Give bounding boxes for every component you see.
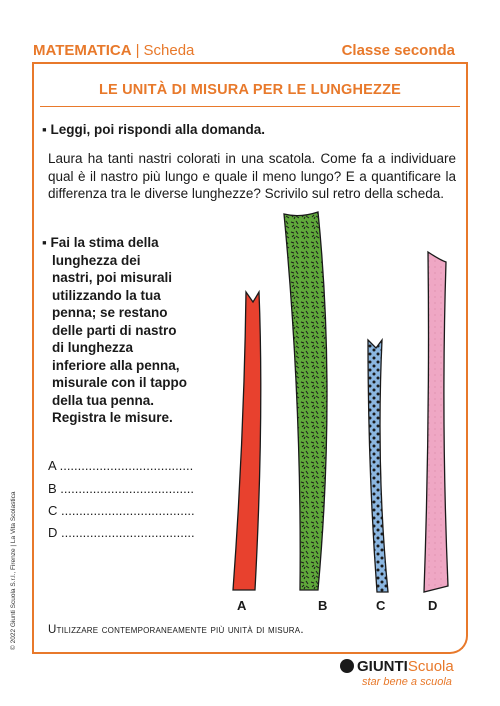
copyright-text: © 2022 Giunti Scuola S.r.l., Firenze | La Vita Scolastica xyxy=(10,491,17,650)
question-2-line: inferiore alla penna, xyxy=(52,357,180,373)
ribbon-d xyxy=(424,252,448,592)
class-label: Classe seconda xyxy=(341,42,455,59)
question-1: ▪ Leggi, poi rispondi alla domanda. xyxy=(42,122,266,137)
measure-blank[interactable]: ..................................... xyxy=(60,481,194,496)
ribbon-a xyxy=(233,292,261,590)
sheet-type: Scheda xyxy=(143,42,195,59)
ribbon-label-c: C xyxy=(376,598,386,613)
subject-label: MATEMATICA xyxy=(33,42,132,59)
question-2-line: misurale con il tappo xyxy=(52,375,188,390)
measure-label: B xyxy=(48,481,57,496)
question-2-line: lunghezza dei xyxy=(52,252,141,268)
problem-paragraph: Laura ha tanti nastri colorati in una scatola. Come fa a individuare qual è il nastro più lungo e quale il meno lungo? E a quantificare la differenza tra le diverse lunghezze? Scrivilo sul retro della scheda. xyxy=(48,151,456,201)
footer-note: Utilizzare contemporaneamente più unità di misura. xyxy=(48,624,304,636)
measure-label: C xyxy=(48,503,58,518)
header-separator: | xyxy=(135,42,140,59)
question-2-line: ▪ Fai la stima della xyxy=(42,235,159,250)
page-title: LE UNITÀ DI MISURA PER LE LUNGHEZZE xyxy=(98,82,402,98)
ribbon-label-a: A xyxy=(237,598,247,613)
question-2-line: Registra le misure. xyxy=(52,410,173,425)
giunti-logo xyxy=(340,658,454,675)
measure-blank[interactable]: ..................................... xyxy=(59,458,194,473)
question-2-line: penna; se restano xyxy=(52,305,168,320)
question-2-line: utilizzando la tua xyxy=(52,287,161,303)
logo-mark-icon xyxy=(340,659,354,673)
logo-tagline: star bene a scuola xyxy=(362,676,452,688)
question-2-line: delle parti di nastro xyxy=(52,322,177,338)
measure-label: D xyxy=(48,525,58,540)
ribbon-label-b: B xyxy=(318,598,328,613)
measure-blank[interactable]: ..................................... xyxy=(61,503,195,518)
logo-brand-2: Scuola xyxy=(407,658,454,675)
measure-label: A xyxy=(48,458,56,473)
question-2-line: della tua penna. xyxy=(52,392,155,408)
ribbon-c xyxy=(368,340,388,592)
logo-brand: GIUNTI xyxy=(357,658,408,675)
question-2-line: nastri, poi misurali xyxy=(52,270,173,285)
measure-blank[interactable]: ..................................... xyxy=(61,525,195,540)
ribbon-label-d: D xyxy=(428,598,438,613)
question-2-line: di lunghezza xyxy=(52,340,133,355)
ribbon-b xyxy=(284,212,327,590)
